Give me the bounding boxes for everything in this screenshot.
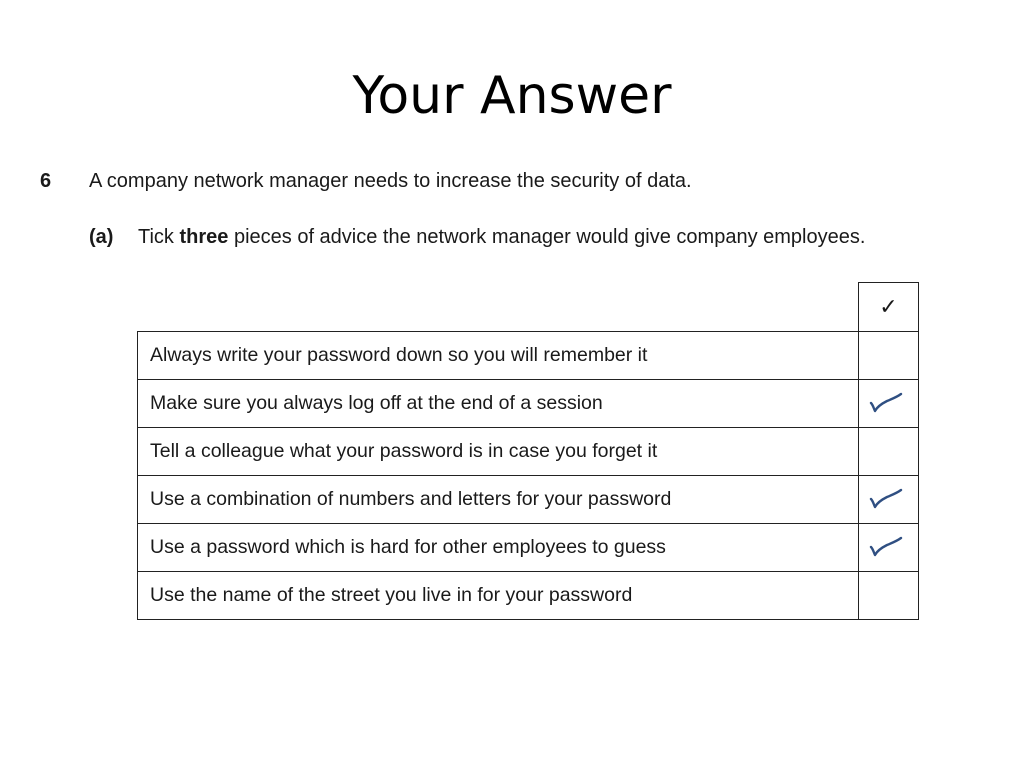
tick-box[interactable] [859,524,919,572]
statement-cell: Always write your password down so you will remember it [138,332,859,380]
table-row [138,524,919,572]
part-instruction [138,226,865,249]
instruction-lead: Tick [138,226,180,248]
tick-column-header: ✓ [859,283,919,332]
handwritten-tick-icon [867,484,907,512]
tick-box[interactable] [859,476,919,524]
table-row [138,476,919,524]
instruction-rest: pieces of advice the network manager would give company employees. [228,226,866,248]
table-row [138,428,919,476]
answer-table [137,282,919,620]
question-stem: A company network manager needs to increase the security of data. [89,170,692,192]
handwritten-tick-icon [867,532,907,560]
tick-box[interactable] [859,380,919,428]
statement-cell: Make sure you always log off at the end of a session [138,380,859,428]
slide-title: Your Answer [352,66,672,126]
instruction-emphasis: three [179,226,229,248]
table-row [138,332,919,380]
tick-box[interactable] [859,332,919,380]
part-label: (a) [89,226,114,248]
tick-box[interactable] [859,572,919,620]
table-row [138,572,919,620]
question-number: 6 [40,170,52,192]
statement-cell: Use the name of the street you live in for your password [138,572,859,620]
statement-cell: Tell a colleague what your password is in case you forget it [138,428,859,476]
handwritten-tick-icon [867,388,907,416]
table-row [138,380,919,428]
header-blank-cell [138,283,859,332]
statement-cell: Use a combination of numbers and letters for your password [138,476,859,524]
statement-cell: Use a password which is hard for other employees to guess [138,524,859,572]
tick-box[interactable] [859,428,919,476]
table-header-row [138,283,919,332]
